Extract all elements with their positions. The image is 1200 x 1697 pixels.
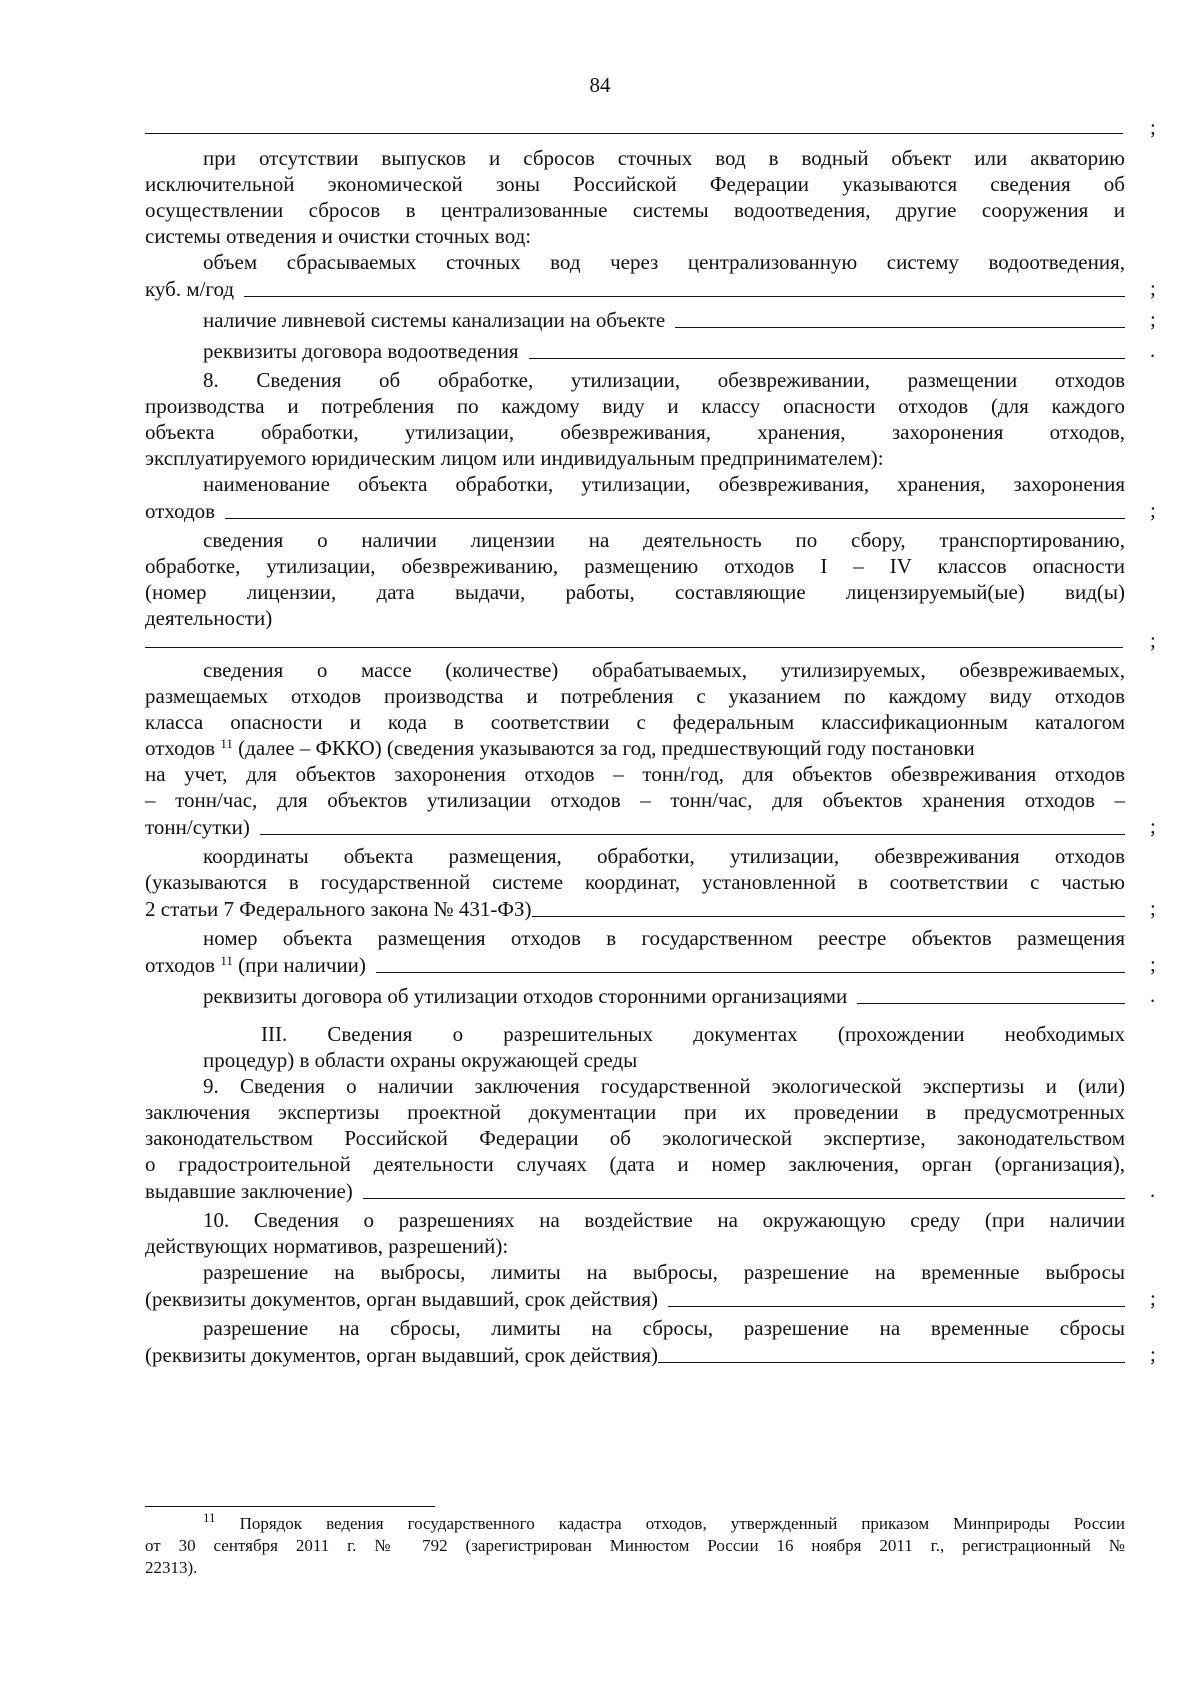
footnote-ref: 11	[220, 736, 233, 751]
field-label: отходов	[145, 498, 216, 523]
field-drain-contract	[203, 337, 1125, 364]
semicolon: ;	[1150, 498, 1156, 522]
blank-line	[260, 834, 1125, 835]
semicolon: ;	[1150, 1286, 1156, 1310]
blank-line	[529, 358, 1125, 359]
paragraph-line: класса опасности и кода в соответствии с федеральным классификационным каталогом	[145, 710, 1125, 734]
footnote-line: от 30 сентября 2011 г. № 792 (зарегистрирован Минюстом России 16 ноября 2011 г., регистрационный №	[145, 1536, 1125, 1555]
paragraph-line: – тонн/час, для объектов утилизации отходов – тонн/час, для объектов хранения отходов –	[145, 788, 1125, 812]
paragraph-line: размещаемых отходов производства и потребления с указанием по каждому виду отходов	[145, 684, 1125, 708]
field-coordinates	[145, 895, 1125, 922]
semicolon: ;	[1150, 628, 1156, 652]
semicolon: ;	[1150, 307, 1156, 331]
paragraph-line: сведения о массе (количестве) обрабатываемых, утилизируемых, обезвреживаемых,	[203, 658, 1125, 682]
paragraph-line: деятельности)	[145, 606, 273, 630]
footnote-separator	[145, 1506, 435, 1507]
field-label	[145, 952, 366, 979]
period: .	[1150, 338, 1156, 362]
paragraph-line: исключительной экономической зоны Российской Федерации указываются сведения об	[145, 172, 1125, 196]
blank-line	[668, 1306, 1125, 1307]
paragraph-line: о градостроительной деятельности случаях (дата и номер заключения, орган (организация),	[145, 1152, 1125, 1176]
field-label: наличие ливневой системы канализации на объекте	[203, 307, 666, 332]
period: .	[1150, 983, 1156, 1007]
paragraph-line: 9. Сведения о наличии заключения государственной экологической экспертизы и (или)	[203, 1074, 1125, 1098]
paragraph-line: объекта обработки, утилизации, обезвреживания, хранения, захоронения отходов,	[145, 420, 1125, 444]
field-volume	[145, 275, 1125, 302]
blank-line	[225, 518, 1125, 519]
field-util-contract	[203, 982, 1125, 1009]
paragraph-line: сведения о наличии лицензии на деятельность по сбору, транспортированию,	[203, 528, 1125, 552]
paragraph-line: разрешение на выбросы, лимиты на выбросы, разрешение на временные выбросы	[203, 1260, 1125, 1284]
paragraph-line: номер объекта размещения отходов в государственном реестре объектов размещения	[203, 926, 1125, 950]
paragraph-line: при отсутствии выпусков и сбросов сточных вод в водный объект или акваторию	[203, 146, 1125, 170]
semicolon: ;	[1150, 276, 1156, 300]
paragraph-line: координаты объекта размещения, обработки, утилизации, обезвреживания отходов	[203, 844, 1125, 868]
semicolon: ;	[1150, 115, 1156, 139]
semicolon: ;	[1150, 1342, 1156, 1366]
paragraph-line: системы отведения и очистки сточных вод:	[145, 224, 532, 248]
line-text: Порядок ведения государственного кадастра отходов, утвержденный приказом Минприроды России	[239, 1514, 1125, 1533]
paragraph-line: эксплуатируемого юридическим лицом или индивидуальным предпринимателем):	[145, 446, 884, 470]
blank-line	[244, 296, 1125, 297]
paragraph-line: объем сбрасываемых сточных вод через централизованную систему водоотведения,	[203, 250, 1125, 274]
paragraph-line: действующих нормативов, разрешений):	[145, 1234, 509, 1258]
line-text: отходов	[145, 952, 216, 977]
paragraph-line: заключения экспертизы проектной документации при их проведении в предусмотренных	[145, 1100, 1125, 1124]
semicolon: ;	[1150, 814, 1156, 838]
semicolon: ;	[1150, 952, 1156, 976]
line-text: (далее – ФККО) (сведения указываются за год, предшествующий году постановки	[238, 736, 975, 760]
field-registry-number	[145, 951, 1125, 978]
footnote-line: 22313).	[145, 1558, 198, 1577]
field-label: тонн/сутки)	[145, 814, 250, 839]
paragraph-line: осуществлении сбросов в централизованные системы водоотведения, другие сооружения и	[145, 198, 1125, 222]
section-heading: процедур) в области охраны окружающей среды	[203, 1048, 638, 1072]
semicolon: ;	[1150, 896, 1156, 920]
paragraph-line: законодательством Российской Федерации об экологической экспертизе, законодательством	[145, 1126, 1125, 1150]
footnote-marker: 11	[203, 1510, 216, 1525]
field-label: реквизиты договора об утилизации отходов сторонними организациями	[203, 983, 848, 1008]
field-object-name	[145, 497, 1125, 524]
field-label: куб. м/год	[145, 276, 235, 301]
line-text: отходов	[145, 736, 216, 760]
field-storm-sewer	[203, 306, 1125, 333]
blank-line	[857, 1003, 1125, 1004]
field-label: реквизиты договора водоотведения	[203, 338, 519, 363]
paragraph-line: 10. Сведения о разрешениях на воздействие на окружающую среду (при наличии	[203, 1208, 1125, 1232]
field-label: (реквизиты документов, орган выдавший, срок действия)	[145, 1286, 659, 1311]
field-expertise	[145, 1177, 1125, 1204]
paragraph-line: разрешение на сбросы, лимиты на сбросы, разрешение на временные сбросы	[203, 1316, 1125, 1340]
page-number: 84	[589, 73, 611, 97]
field-label: 2 статьи 7 Федерального закона № 431-ФЗ)	[145, 896, 532, 921]
field-discharges	[145, 1341, 1125, 1368]
paragraph-line: (указываются в государственной системе координат, установленной в соответствии с частью	[145, 870, 1125, 894]
field-mass	[145, 813, 1125, 840]
paragraph-line	[145, 735, 1125, 762]
line-text: (при наличии)	[238, 952, 366, 977]
paragraph-line: на учет, для объектов захоронения отходов – тонн/год, для объектов обезвреживания отходов	[145, 762, 1125, 786]
blank-line	[363, 1198, 1125, 1199]
blank-line	[658, 1362, 1125, 1363]
blank-line	[145, 133, 1123, 134]
section-heading: III. Сведения о разрешительных документах (прохождении необходимых	[261, 1022, 1125, 1046]
paragraph-line: наименование объекта обработки, утилизации, обезвреживания, хранения, захоронения	[203, 472, 1125, 496]
paragraph-line: (номер лицензии, дата выдачи, работы, составляющие лицензируемый(ые) вид(ы)	[145, 580, 1125, 604]
blank-line	[376, 972, 1125, 973]
blank-line	[675, 327, 1125, 328]
footnote-ref: 11	[220, 952, 233, 968]
field-emissions	[145, 1285, 1125, 1312]
blank-line	[145, 647, 1123, 648]
paragraph-line: производства и потребления по каждому виду и классу опасности отходов (для каждого	[145, 394, 1125, 418]
field-label: (реквизиты документов, орган выдавший, срок действия)	[145, 1342, 659, 1367]
period: .	[1150, 1178, 1156, 1202]
footnote-line	[203, 1510, 1125, 1535]
blank-line	[532, 916, 1125, 917]
paragraph-line: обработке, утилизации, обезвреживанию, размещению отходов I – IV классов опасности	[145, 554, 1125, 578]
field-label: выдавшие заключение)	[145, 1178, 353, 1203]
paragraph-line: 8. Сведения об обработке, утилизации, обезвреживании, размещении отходов	[203, 368, 1125, 392]
